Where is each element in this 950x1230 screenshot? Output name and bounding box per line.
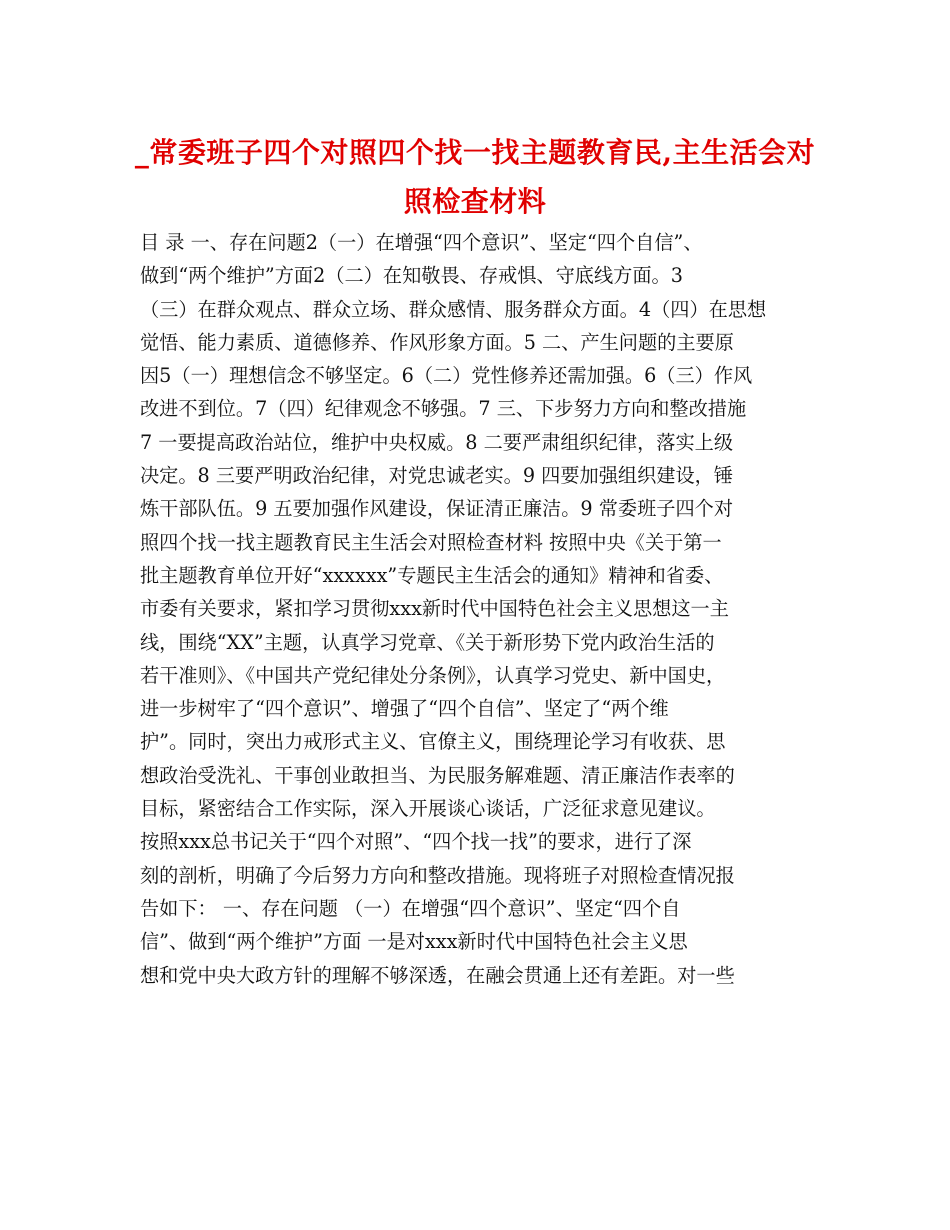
body-line: 告如下： 一、存在问题 （一）在增强“四个意识”、坚定“四个自 [140, 896, 681, 920]
body-line: 目 录 一、存在问题2（一）在增强“四个意识”、坚定“四个自信”、 [140, 231, 703, 254]
body-line: 炼干部队伍。9 五要加强作风建设，保证清正廉洁。9 常委班子四个对 [140, 497, 734, 521]
title-line: _常委班子四个对照四个找一找主题教育民,主生活会对 [134, 136, 816, 169]
body-line: 目标，紧密结合工作实际，深入开展谈心谈话，广泛征求意见建议。 [140, 797, 716, 821]
body-line: 决定。8 三要严明政治纪律，对党忠诚老实。9 四要加强组织建设，锤 [140, 464, 734, 488]
body-line: 按照xxx总书记关于“四个对照”、“四个找一找”的要求，进行了深 [140, 830, 692, 854]
body-line: 护”。同时，突出力戒形式主义、官僚主义，围绕理论学习有收获、思 [140, 730, 726, 754]
body-line: 因5（一）理想信念不够坚定。6（二）党性修养还需加强。6（三）作风 [140, 364, 753, 388]
body-line: 做到“两个维护”方面2（二）在知敬畏、存戒惧、守底线方面。3 [140, 264, 683, 288]
body-line: 若干准则》、《中国共产党纪律处分条例》，认真学习党史、新中国史， [140, 663, 726, 687]
body-line: 改进不到位。7（四）纪律观念不够强。7 三、下步努力方向和整改措施 [140, 397, 747, 421]
body-line: 想和党中央大政方针的理解不够深透，在融会贯通上还有差距。对一些 [140, 963, 735, 987]
body-line: 批主题教育单位开好“xxxxxx”专题民主生活会的通知》精神和省委、 [140, 563, 724, 587]
body-line: 信”、做到“两个维护”方面 一是对xxx新时代中国特色社会主义思 [140, 930, 688, 954]
body-line: 市委有关要求，紧扣学习贯彻xxx新时代中国特色社会主义思想这一主 [140, 597, 729, 621]
body-line: 想政治受洗礼、干事创业敢担当、为民服务解难题、清正廉洁作表率的 [140, 763, 735, 787]
document-body [140, 226, 830, 992]
body-line: 线，围绕“XX”主题，认真学习党章、《关于新形势下党内政治生活的 [140, 630, 715, 654]
body-line: 刻的剖析，明确了今后努力方向和整改措施。现将班子对照检查情况报 [140, 863, 735, 887]
body-line: （三）在群众观点、群众立场、群众感情、服务群众方面。4（四）在思想 [140, 297, 767, 321]
document-title [100, 128, 850, 226]
body-line: 进一步树牢了“四个意识”、增强了“四个自信”、坚定了“两个维 [140, 697, 669, 721]
title-line: 照检查材料 [403, 185, 547, 218]
body-line: 觉悟、能力素质、道德修养、作风形象方面。5 二、产生问题的主要原 [140, 330, 734, 354]
body-line: 7 一要提高政治站位，维护中央权威。8 二要严肃组织纪律，落实上级 [140, 430, 734, 454]
body-line: 照四个找一找主题教育民主生活会对照检查材料 按照中央《关于第一 [140, 530, 722, 554]
